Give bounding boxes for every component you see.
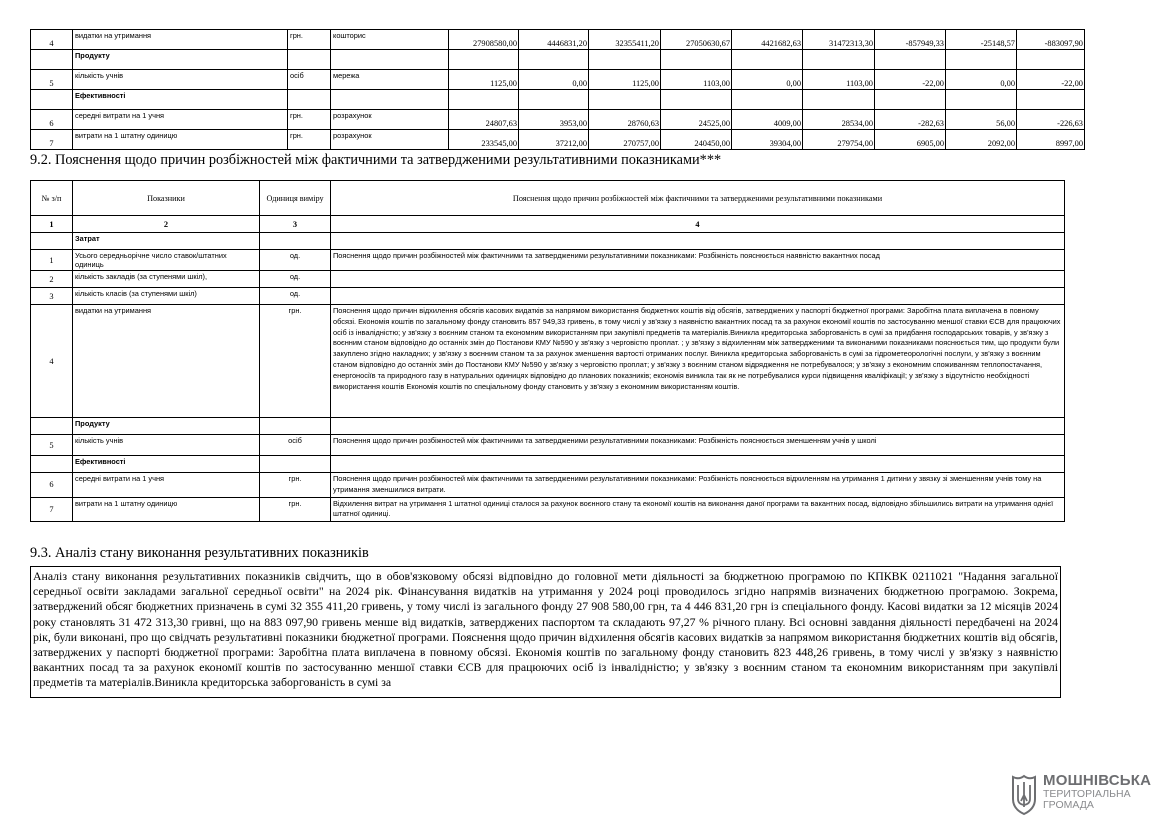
group-row (31, 50, 1085, 70)
unit (260, 233, 331, 250)
value-cell: 24525,00 (661, 110, 732, 130)
value-cell: 233545,00 (449, 130, 519, 150)
value-cell: 3953,00 (519, 110, 589, 130)
value-cell (875, 50, 946, 70)
indicator-name: видатки на утримання (73, 30, 288, 50)
value-cell (946, 90, 1017, 110)
row-number: 5 (31, 435, 73, 456)
unit (288, 50, 331, 70)
indicator-name: кількість закладів (за ступенями шкіл), (73, 271, 260, 288)
value-cell: -22,00 (1017, 70, 1085, 90)
value-cell: 27050630,67 (661, 30, 732, 50)
unit: од. (260, 271, 331, 288)
row-number: 2 (31, 271, 73, 288)
value-cell (661, 90, 732, 110)
indicator-name: кількість учнів (73, 70, 288, 90)
group-row (31, 418, 1065, 435)
source: розрахунок (331, 130, 449, 150)
unit: осіб (260, 435, 331, 456)
value-cell: 4421682,63 (732, 30, 803, 50)
unit: грн. (288, 130, 331, 150)
column-number-row (31, 216, 1065, 233)
source: мережа (331, 70, 449, 90)
value-cell (1017, 50, 1085, 70)
header-row (31, 181, 1065, 216)
value-cell: 0,00 (519, 70, 589, 90)
explanation: Відхилення витрат на утримання 1 штатної одиниці сталося за рахунок воєнного стану та економії коштів на виконання даної програми та вакантних посад, відповідно збільшились витрати на утримання однієї штатної одиниці. (331, 497, 1065, 522)
header-name: Показники (73, 181, 260, 216)
explanation (331, 288, 1065, 305)
unit (260, 418, 331, 435)
explanation-row (31, 271, 1065, 288)
discrepancy-explanation-table (30, 180, 1065, 522)
value-cell: -25148,57 (946, 30, 1017, 50)
indicators-table (30, 29, 1085, 150)
value-cell: 32355411,20 (589, 30, 661, 50)
value-cell: 1103,00 (803, 70, 875, 90)
value-cell: 279754,00 (803, 130, 875, 150)
value-cell (803, 50, 875, 70)
source (331, 90, 449, 110)
value-cell (732, 50, 803, 70)
value-cell (449, 50, 519, 70)
value-cell (519, 90, 589, 110)
value-cell (1017, 90, 1085, 110)
unit: осіб (288, 70, 331, 90)
row-number: 6 (31, 110, 73, 130)
unit: грн. (260, 305, 331, 418)
value-cell: 31472313,30 (803, 30, 875, 50)
explanation-row (31, 250, 1065, 271)
row-number (31, 90, 73, 110)
analysis-text: Аналіз стану виконання результативних показників свідчить, що в обов'язковому обсязі відповідно до головної мети діяльності за бюджетною програмою по КПКВК 0211021 "Надання загальної середньої освіти закладами загальної середньої освіти" на 2024 рік. Фінансування видатків на утримання у 2024 році проводилось згідно напрямів визначених бюджетною програмою. Зокрема, затверджений обсяг бюджетних призначень в сумі 32 355 411,20 гривень, у тому числі із загального фонду 27 908 580,00 грн, та 4 446 831,20 грн із спеціального фонду. Касові видатки за 12 місяців 2024 року становлять 31 472 313,30 гривні, що на 883 097,90 гривень менше від видатків, затверджених паспортом та складають 97,27 % річного плану. Всі основні завдання діяльності передбачені на 2024 рік, були виконані, про що свідчать результативні показники бюджетної програми. Пояснення щодо причин відхилення обсягів касових видатків за напрямом використання бюджетних коштів від обсягів, затверджених у паспорті бюджетної програми: Заробітна плата виплачена в повному обсязі. Економія коштів по загальному фонду становить 823 448,26 гривень, в тому числі у зв'язку з наявністю вакантних посад та за рахунок економії коштів по застосуванню меншої ставки ЄСВ для працюючих осіб із інвалідністю; у зв'язку з воєнним станом та економним використанням при закупівлі предметів та матеріалів.Виникла кредиторська заборгованість в сумі за (30, 566, 1061, 698)
row-number: 4 (31, 30, 73, 50)
value-cell: 4009,00 (732, 110, 803, 130)
unit: грн. (260, 497, 331, 522)
colnum-1: 1 (31, 216, 73, 233)
unit: грн. (288, 30, 331, 50)
indicator-name: середні витрати на 1 учня (73, 473, 260, 498)
explanation-row (31, 473, 1065, 498)
explanation (331, 271, 1065, 288)
value-cell: 0,00 (946, 70, 1017, 90)
group-name: Ефективності (73, 456, 260, 473)
value-cell: 270757,00 (589, 130, 661, 150)
source: кошторис (331, 30, 449, 50)
value-cell: -22,00 (875, 70, 946, 90)
value-cell: 1103,00 (661, 70, 732, 90)
explanation: Пояснення щодо причин розбіжностей між фактичними та затвердженими результативними показниками: Розбіжність пояснюється відхиленням на утримання 1 дитини у звязку зі зменшенням учнів тому на утримання зменшилися витрати. (331, 473, 1065, 498)
indicator-name: Усього середньорічне число ставок/штатних одиниць (73, 250, 260, 271)
value-cell: -857949,33 (875, 30, 946, 50)
value-cell (946, 50, 1017, 70)
unit: грн. (288, 110, 331, 130)
explanation: Пояснення щодо причин розбіжностей між фактичними та затвердженими результативними показниками: Розбіжність пояснюється зменшенням учнів у школі (331, 435, 1065, 456)
value-cell: 24807,63 (449, 110, 519, 130)
group-row (31, 456, 1065, 473)
indicator-name: кількість класів (за ступенями шкіл) (73, 288, 260, 305)
indicator-name: кількість учнів (73, 435, 260, 456)
unit (288, 90, 331, 110)
value-cell (661, 50, 732, 70)
value-cell: 39304,00 (732, 130, 803, 150)
indicator-name: витрати на 1 штатну одиницю (73, 130, 288, 150)
group-name: Ефективності (73, 90, 288, 110)
value-cell: 28760,63 (589, 110, 661, 130)
row-number (31, 418, 73, 435)
group-name: Затрат (73, 233, 260, 250)
section-9-3-title: 9.3. Аналіз стану виконання результативних показників (30, 545, 369, 561)
logo-line-1: МОШНІВСЬКА (1043, 772, 1152, 789)
row-number: 7 (31, 130, 73, 150)
value-cell: -883097,90 (1017, 30, 1085, 50)
indicator-name: витрати на 1 штатну одиницю (73, 497, 260, 522)
value-cell: 27908580,00 (449, 30, 519, 50)
colnum-4: 4 (331, 216, 1065, 233)
row-number: 3 (31, 288, 73, 305)
colnum-2: 2 (73, 216, 260, 233)
indicator-row (31, 130, 1085, 150)
value-cell (803, 90, 875, 110)
header-unit: Одиниця виміру (260, 181, 331, 216)
value-cell (732, 90, 803, 110)
header-num: № з/п (31, 181, 73, 216)
group-name: Продукту (73, 418, 260, 435)
explanation-row (31, 288, 1065, 305)
explanation (331, 233, 1065, 250)
row-number: 6 (31, 473, 73, 498)
row-number: 5 (31, 70, 73, 90)
unit: од. (260, 250, 331, 271)
group-row (31, 90, 1085, 110)
value-cell: 37212,00 (519, 130, 589, 150)
value-cell (589, 50, 661, 70)
explanation: Пояснення щодо причин розбіжностей між фактичними та затвердженими результативними показниками: Розбіжність пояснюється наявністю вакантних посад (331, 250, 1065, 271)
section-9-2-title: 9.2. Пояснення щодо причин розбіжностей між фактичними та затвердженими результативними показниками*** (30, 152, 722, 168)
indicator-row (31, 110, 1085, 130)
value-cell: 1125,00 (449, 70, 519, 90)
group-name: Продукту (73, 50, 288, 70)
source: розрахунок (331, 110, 449, 130)
trident-coat-of-arms-icon (1010, 773, 1038, 817)
row-number: 4 (31, 305, 73, 418)
value-cell: 1125,00 (589, 70, 661, 90)
row-number (31, 456, 73, 473)
indicator-name: видатки на утримання (73, 305, 260, 418)
value-cell: -282,63 (875, 110, 946, 130)
value-cell (519, 50, 589, 70)
unit: од. (260, 288, 331, 305)
group-row (31, 233, 1065, 250)
explanation-row (31, 305, 1065, 418)
explanation (331, 456, 1065, 473)
row-number: 7 (31, 497, 73, 522)
explanation-row (31, 435, 1065, 456)
value-cell (449, 90, 519, 110)
explanation-row (31, 497, 1065, 522)
unit: грн. (260, 473, 331, 498)
row-number: 1 (31, 250, 73, 271)
value-cell: 6905,00 (875, 130, 946, 150)
indicator-row (31, 30, 1085, 50)
indicator-name: середні витрати на 1 учня (73, 110, 288, 130)
value-cell: 240450,00 (661, 130, 732, 150)
value-cell: 0,00 (732, 70, 803, 90)
mosnivska-logo (1010, 773, 1155, 817)
header-explanation: Пояснення щодо причин розбіжностей між фактичними та затвердженими результативними показниками (331, 181, 1065, 216)
logo-line-3: ГРОМАДА (1043, 799, 1094, 811)
indicator-row (31, 70, 1085, 90)
value-cell (875, 90, 946, 110)
value-cell: 2092,00 (946, 130, 1017, 150)
unit (260, 456, 331, 473)
source (331, 50, 449, 70)
value-cell: 8997,00 (1017, 130, 1085, 150)
value-cell: -226,63 (1017, 110, 1085, 130)
value-cell: 4446831,20 (519, 30, 589, 50)
explanation: Пояснення щодо причин відхилення обсягів касових видатків за напрямом використання бюджетних коштів від обсягів, затверджених у паспорті бюджетної програми: Заробітна плата виплачена в повному обсязі. Економія коштів по загальному фонду становить 857 949,33 гривень, в тому числі у зв'язку з наявністю вакантних посад та за рахунок економії коштів по застосуванню меншої ставки ЄСВ для працюючих осіб із інвалідністю; у зв'язку з воєнним станом та економним використанням при закупівлі предметів та матеріалів.Виникла кредиторська заборгованість в сумі за придбання господарських товарів, у зв'язку з воєнним станом відповідно до останніх змін до Постанови КМУ №590 у зв'язку з черговістю проплат. ; у зв'язку з відхиленням між затвердженими та виконаними показниками пояснюється тим, що продукти були закуплено згідно накладних; у зв'язку з воєнним станом та за рахунок зменшення вартості отриманих послуг. Виникла кредиторська заборгованість в сумі за гідрометеорологічні послуги, у зв'язку з воєнним станом відповідно до останніх змін до Постанови КМУ №590 у зв'язку з черговістю проплат; у зв'язку з воєнним станом відрядження не потребувалося; у зв'язку з економним споживанням теплопостачання, енергоносіїв та природного газу в натуральних одиницях відповідно до планових показників; економія виникла так як не потребувалися курси підвищення кваліфікації; у зв'язку з відсутністю необхідності використання коштів Економія коштів по спеціальному фонду становить у зв'язку з економним використанням коштів. (331, 305, 1065, 418)
row-number (31, 50, 73, 70)
explanation (331, 418, 1065, 435)
row-number (31, 233, 73, 250)
value-cell: 56,00 (946, 110, 1017, 130)
value-cell (589, 90, 661, 110)
value-cell: 28534,00 (803, 110, 875, 130)
logo-line-2: ТЕРИТОРІАЛЬНА (1043, 788, 1131, 800)
colnum-3: 3 (260, 216, 331, 233)
